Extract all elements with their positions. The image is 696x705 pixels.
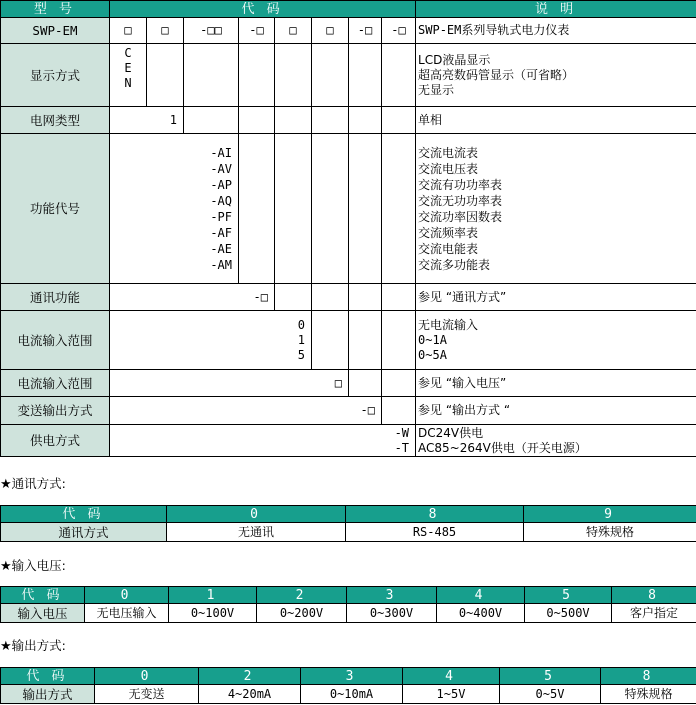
output-mode-code: -□	[110, 397, 382, 425]
code-cell-1: □	[110, 18, 147, 44]
output-value: 特殊规格	[601, 685, 696, 704]
function-desc: 交流功率因数表	[418, 209, 503, 224]
code-cell-4: -□	[239, 18, 275, 44]
function-code: -AP	[210, 177, 232, 192]
voltage-range-label: 电流输入范围	[1, 370, 110, 397]
output-code: 8	[601, 668, 696, 685]
function-codes	[110, 134, 239, 284]
output-section-title	[0, 636, 66, 654]
header-model: 型 号	[1, 1, 110, 18]
output-value: 0~10mA	[301, 685, 403, 704]
current-desc: 0~5A	[418, 347, 447, 362]
voltage-section-title-text: 输入电压:	[11, 558, 66, 573]
current-range-label: 电流输入范围	[1, 311, 110, 370]
function-desc: 交流有功功率表	[418, 177, 503, 192]
voltage-code: 4	[437, 587, 525, 604]
voltage-range-description: 参见 “输入电压”	[416, 370, 696, 397]
output-code: 0	[95, 668, 199, 685]
code-cell-2: □	[147, 18, 184, 44]
voltage-value: 0~400V	[437, 604, 525, 623]
display-mode-codes	[110, 44, 147, 107]
grid-type-code: 1	[110, 107, 184, 134]
display-desc: 无显示	[418, 82, 455, 97]
voltage-code-table	[0, 586, 696, 623]
star-icon: ★	[0, 639, 12, 654]
power-desc: DC24V供电	[418, 425, 484, 440]
output-header-label: 代 码	[1, 668, 95, 685]
comm-code-table	[0, 505, 696, 542]
current-code: 1	[297, 332, 305, 347]
function-desc: 交流电流表	[418, 145, 479, 160]
current-range-description	[416, 311, 696, 370]
output-code: 2	[199, 668, 301, 685]
function-code: -AM	[210, 257, 232, 272]
voltage-range-code: □	[110, 370, 349, 397]
model-description: SWP-EM系列导轨式电力仪表	[416, 18, 696, 44]
output-mode-label: 变送输出方式	[1, 397, 110, 425]
display-mode-description	[416, 44, 696, 107]
comm-code: 9	[524, 506, 696, 523]
display-code: N	[124, 76, 132, 90]
current-range-codes	[110, 311, 312, 370]
comm-value: 无通讯	[167, 523, 346, 542]
voltage-code: 5	[525, 587, 612, 604]
comm-value: RS-485	[346, 523, 524, 542]
display-mode-label: 显示方式	[1, 44, 110, 107]
grid-type-description: 单相	[416, 107, 696, 134]
function-code: -AE	[210, 241, 232, 256]
voltage-value: 无电压输入	[85, 604, 169, 623]
power-supply-label: 供电方式	[1, 425, 110, 457]
comm-function-code: -□	[110, 284, 275, 311]
comm-value: 特殊规格	[524, 523, 696, 542]
output-code: 5	[500, 668, 601, 685]
code-cell-8: -□	[382, 18, 416, 44]
output-code-table	[0, 667, 696, 704]
output-value: 0~5V	[500, 685, 601, 704]
voltage-section-title	[0, 556, 66, 574]
voltage-code: 3	[347, 587, 437, 604]
function-desc: 交流多功能表	[418, 257, 491, 272]
comm-function-description: 参见 “通讯方式”	[416, 284, 696, 311]
output-code: 3	[301, 668, 403, 685]
voltage-row-label: 输入电压	[1, 604, 85, 623]
power-supply-codes	[110, 425, 416, 457]
comm-section-title	[0, 474, 66, 492]
header-description: 说 明	[416, 1, 696, 18]
output-section-title-text: 输出方式:	[11, 638, 66, 653]
voltage-code: 8	[612, 587, 696, 604]
comm-row-label: 通讯方式	[1, 523, 167, 542]
display-code: C	[124, 46, 132, 60]
voltage-code: 0	[85, 587, 169, 604]
display-desc: LCD液晶显示	[418, 52, 491, 67]
output-value: 无变送	[95, 685, 199, 704]
voltage-code: 2	[257, 587, 347, 604]
voltage-value: 0~300V	[347, 604, 437, 623]
function-code: -AF	[210, 225, 232, 240]
function-desc: 交流电能表	[418, 241, 479, 256]
function-desc: 交流电压表	[418, 161, 479, 176]
power-desc: AC85~264V供电（开关电源）	[418, 440, 587, 455]
comm-function-label: 通讯功能	[1, 284, 110, 311]
voltage-value: 客户指定	[612, 604, 696, 623]
output-code: 4	[403, 668, 500, 685]
power-code: -W	[394, 425, 410, 440]
power-supply-description	[416, 425, 696, 457]
output-row-label: 输出方式	[1, 685, 95, 704]
function-code: -AQ	[210, 193, 232, 208]
comm-section-title-text: 通讯方式:	[11, 476, 66, 491]
power-code: -T	[394, 440, 410, 455]
function-code: -AI	[210, 145, 232, 160]
function-descriptions	[416, 134, 696, 284]
code-cell-3: -□□	[184, 18, 239, 44]
voltage-code: 1	[169, 587, 257, 604]
code-cell-7: -□	[349, 18, 382, 44]
current-code: 0	[297, 317, 305, 332]
function-code-label: 功能代号	[1, 134, 110, 284]
voltage-value: 0~500V	[525, 604, 612, 623]
voltage-value: 0~100V	[169, 604, 257, 623]
function-desc: 交流无功功率表	[418, 193, 503, 208]
current-code: 5	[297, 347, 305, 362]
star-icon: ★	[0, 477, 12, 492]
grid-type-label: 电网类型	[1, 107, 110, 134]
comm-code: 8	[346, 506, 524, 523]
code-cell-6: □	[312, 18, 349, 44]
output-mode-description: 参见 “输出方式 “	[416, 397, 696, 425]
code-cell-5: □	[275, 18, 312, 44]
display-code: E	[124, 61, 132, 75]
comm-code: 0	[167, 506, 346, 523]
model-name: SWP-EM	[1, 18, 110, 44]
current-desc: 无电流输入	[418, 317, 479, 332]
voltage-value: 0~200V	[257, 604, 347, 623]
header-code: 代 码	[110, 1, 416, 18]
current-desc: 0~1A	[418, 332, 447, 347]
output-value: 4~20mA	[199, 685, 301, 704]
voltage-header-label: 代 码	[1, 587, 85, 604]
display-desc: 超高亮数码管显示（可省略）	[418, 67, 575, 82]
function-code: -AV	[210, 161, 232, 176]
comm-header-label: 代 码	[1, 506, 167, 523]
output-value: 1~5V	[403, 685, 500, 704]
function-desc: 交流频率表	[418, 225, 479, 240]
star-icon: ★	[0, 559, 12, 574]
function-code: -PF	[210, 209, 232, 224]
